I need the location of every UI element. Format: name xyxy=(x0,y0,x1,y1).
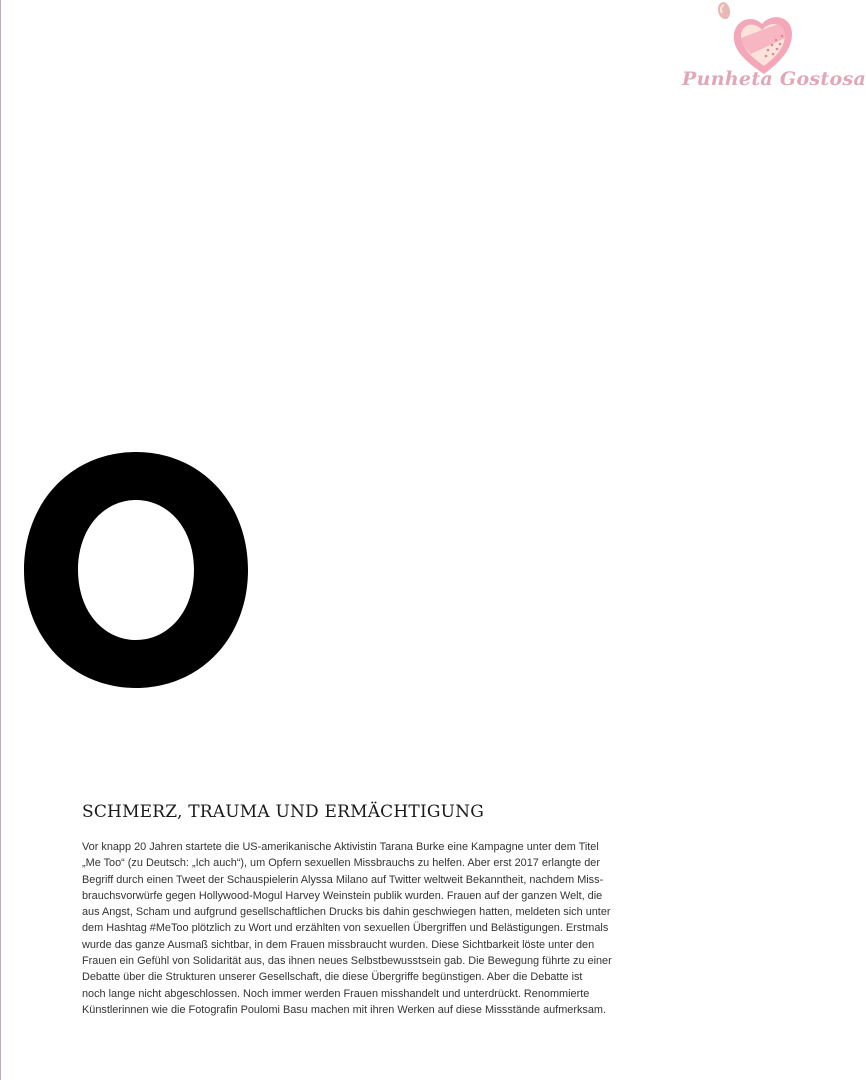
body-line: noch lange nicht abgeschlossen. Noch immer werden Frauen misshandelt und unterdrückt. Renommierte xyxy=(82,987,590,1000)
body-line: wurde das ganze Ausmaß sichtbar, in dem Frauen missbraucht wurden. Diese Sichtbarkeit löste unter den xyxy=(82,938,595,951)
body-line: aus Angst, Scham und aufgrund gesellschaftlichen Drucks bis dahin geschwiegen hatten, meldeten sich unter xyxy=(82,906,611,919)
watermark-logo xyxy=(676,0,866,100)
drop-cap-o-glyph xyxy=(24,452,248,688)
page-edge-line xyxy=(0,0,1,1080)
logo-text: Punheta Gostosa xyxy=(682,68,866,90)
body-line: Vor knapp 20 Jahren startete die US-amerikanische Aktivistin Tarana Burke eine Kampagne unter dem Titel xyxy=(82,841,599,853)
body-line: dem Hashtag #MeToo plötzlich zu Wort und erzählten von sexuellen Übergriffen und Belästigungen. Erstmals xyxy=(82,922,609,935)
body-line: Künstlerinnen wie die Fotografin Poulomi Basu machen mit ihren Werken auf diese Missstände aufmerksam. xyxy=(82,1003,607,1016)
heart-logo-icon xyxy=(696,0,796,76)
body-line: „Me Too“ (zu Deutsch: „Ich auch“), um Opfern sexuellen Missbrauchs zu helfen. Aber erst 2017 erlangte der xyxy=(82,857,600,870)
body-line: Begriff durch einen Tweet der Schauspielerin Alyssa Milano auf Twitter weltweit Bekanntheit, nachdem Miss- xyxy=(82,873,604,886)
drop-cap-letter xyxy=(24,452,248,688)
article-heading: SCHMERZ, TRAUMA UND ERMÄCHTIGUNG xyxy=(82,802,485,822)
article-body xyxy=(82,839,682,1018)
body-line: brauchsvorwürfe gegen Hollywood-Mogul Harvey Weinstein publik wurden. Frauen auf der ganzen Welt, die xyxy=(82,889,603,902)
body-line: Frauen ein Gefühl von Solidarität aus, das ihnen neues Selbstbewusstsein gab. Die Bewegung führte zu einer xyxy=(82,955,612,968)
body-line: Debatte über die Strukturen unserer Gesellschaft, die diese Übergriffe begünstigen. Aber die Debatte ist xyxy=(82,971,583,984)
